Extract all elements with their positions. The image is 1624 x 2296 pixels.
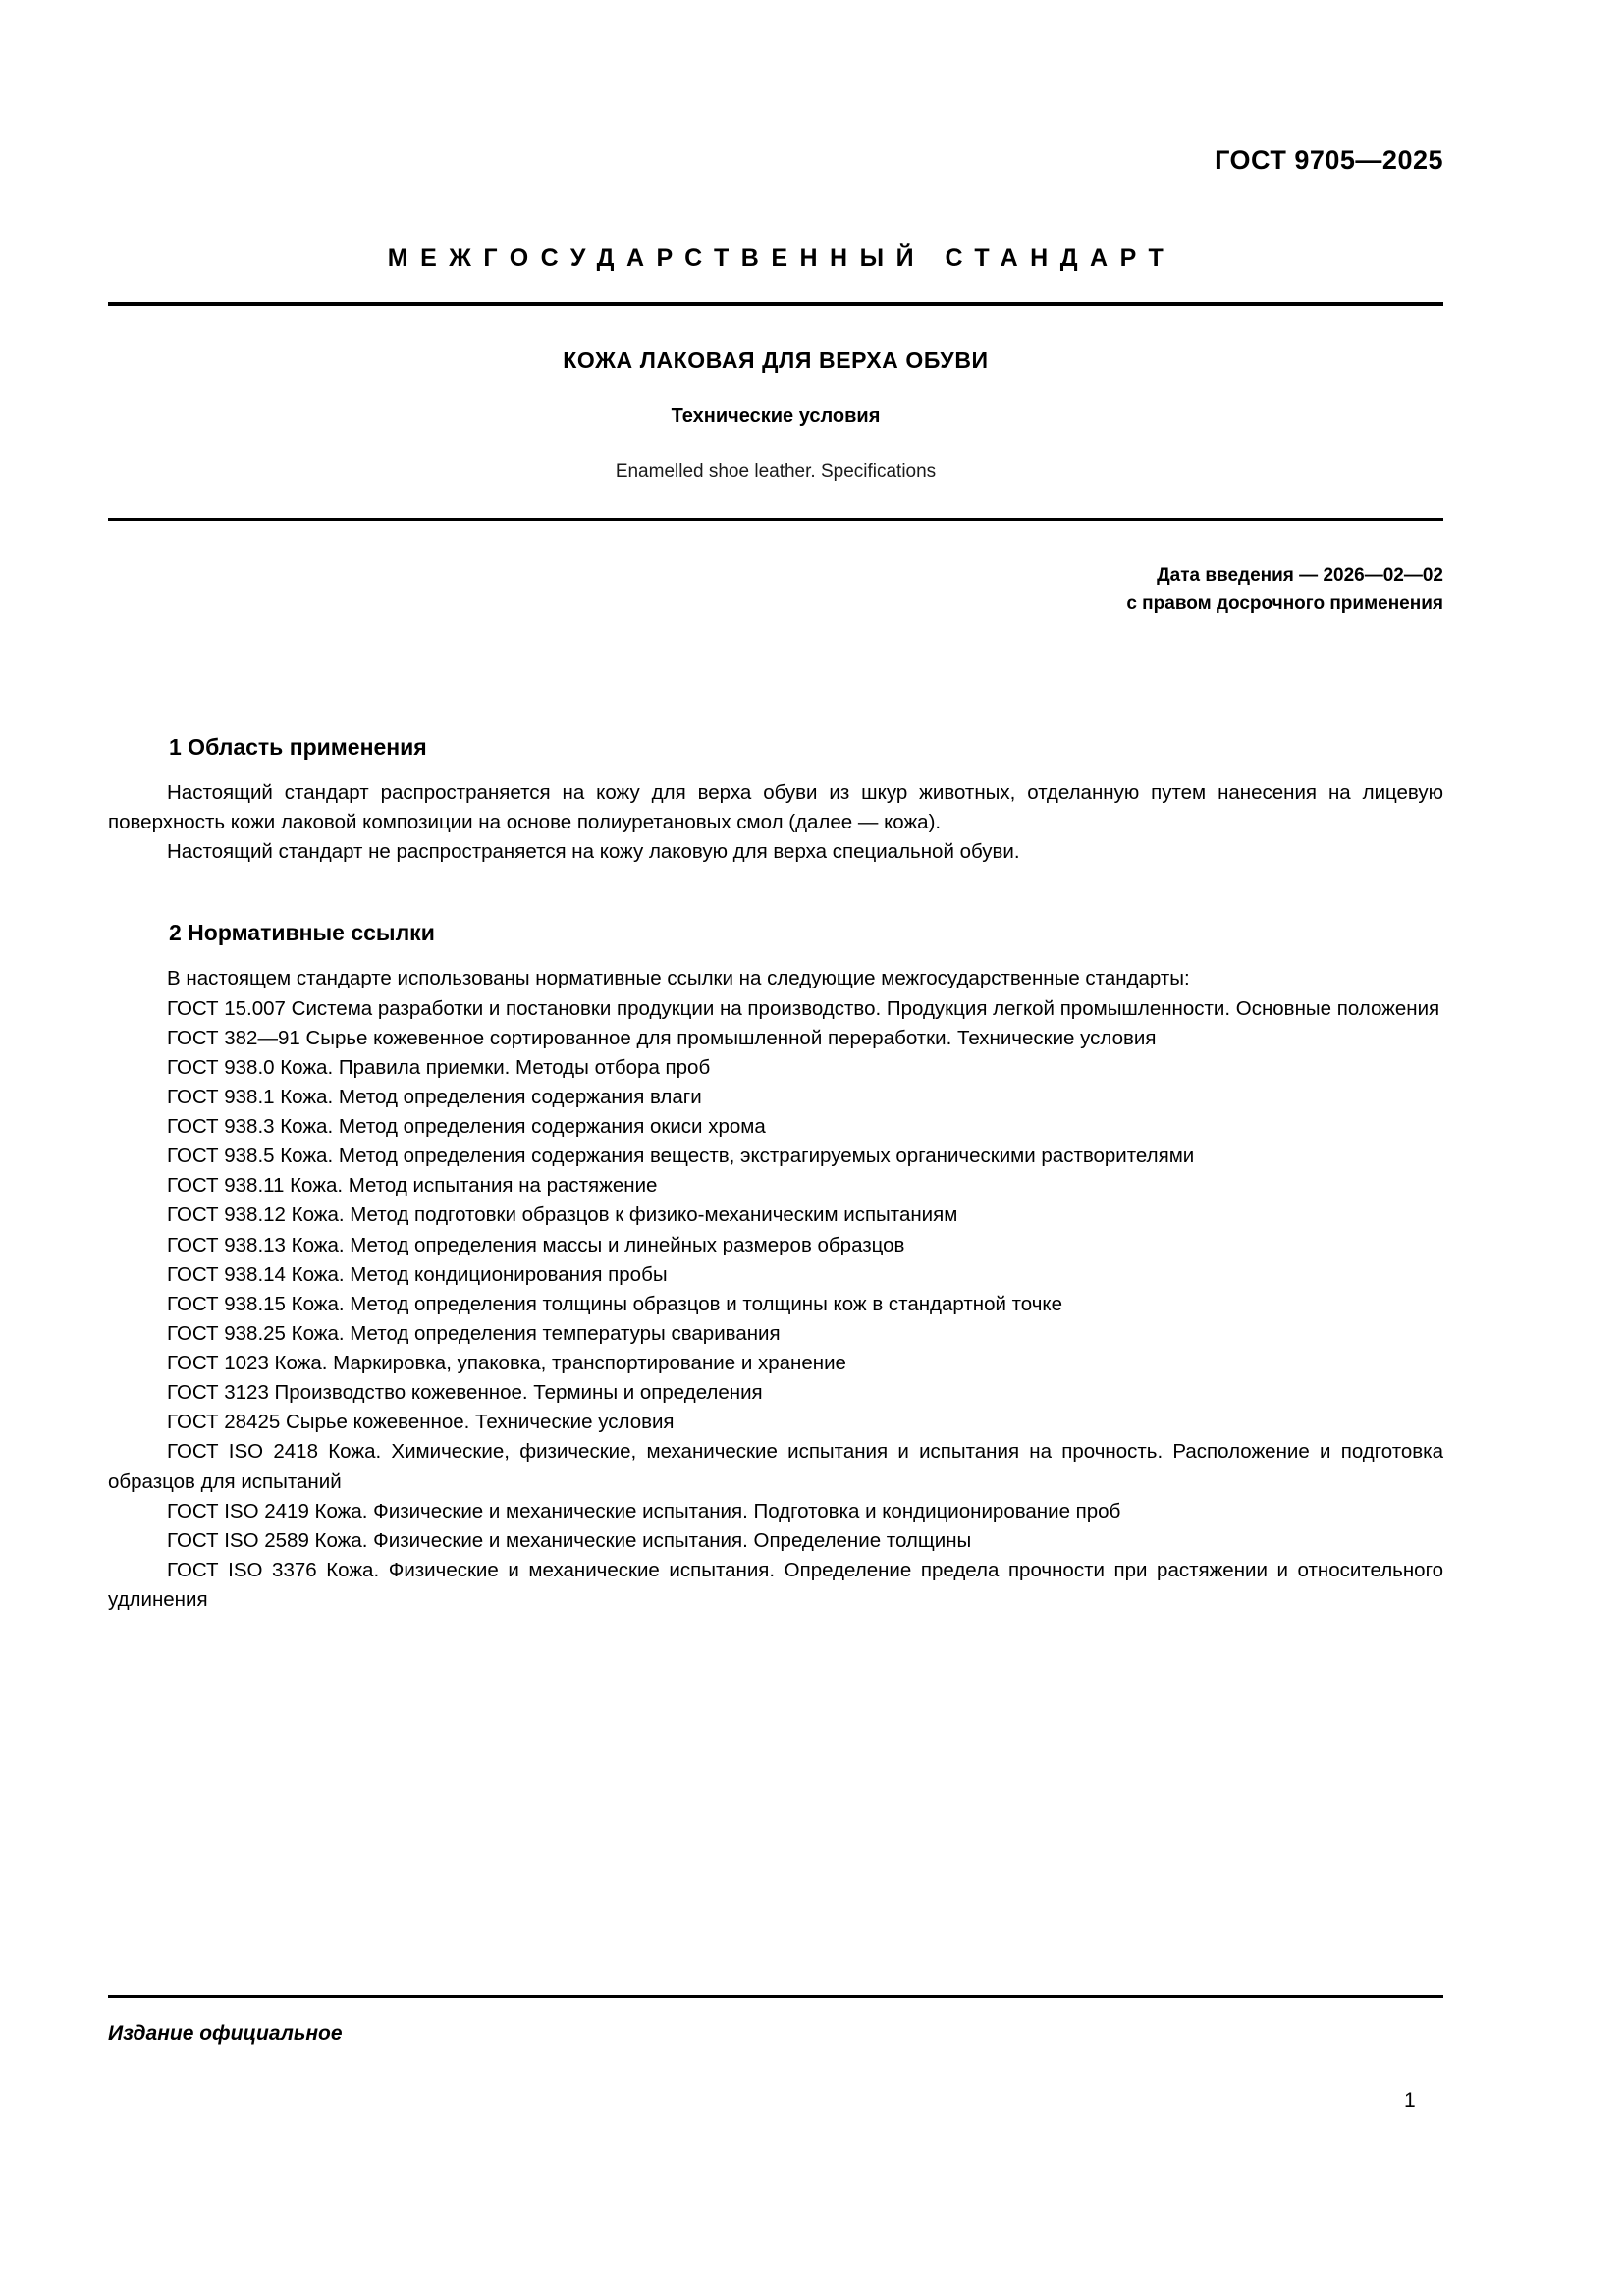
reference-item: ГОСТ 938.1 Кожа. Метод определения содержания влаги (167, 1085, 702, 1108)
document-number: ГОСТ 9705—2025 (1215, 145, 1443, 175)
reference-item: ГОСТ ISO 3376 Кожа. Физические и механические испытания. Определение предела прочности при растяжении и относительного удлинения (108, 1558, 1443, 1612)
reference-item: ГОСТ ISO 2418 Кожа. Химические, физические, механические испытания и испытания на прочность. Расположение и подготовка образцов для испытаний (108, 1440, 1443, 1493)
introduction-date (108, 562, 1443, 616)
section-heading-2: 2 Нормативные ссылки (169, 920, 435, 946)
reference-item: ГОСТ 28425 Сырье кожевенное. Технические условия (167, 1411, 675, 1434)
reference-item: ГОСТ 938.12 Кожа. Метод подготовки образцов к физико-механическим испытаниям (167, 1203, 958, 1227)
page-number: 1 (1404, 2089, 1416, 2111)
reference-item: ГОСТ 938.14 Кожа. Метод кондиционирования пробы (167, 1262, 668, 1286)
section-1-body (108, 778, 1443, 867)
reference-item: ГОСТ 938.5 Кожа. Метод определения содержания веществ, экстрагируемых органическими растворителями (167, 1145, 1195, 1168)
page-title: КОЖА ЛАКОВАЯ ДЛЯ ВЕРХА ОБУВИ (563, 347, 989, 373)
title-block (108, 347, 1443, 483)
divider-top (108, 302, 1443, 306)
reference-item: ГОСТ 15.007 Система разработки и постановки продукции на производство. Продукция легкой промышленности. Основные положения (167, 996, 1440, 1020)
introduction-date-line2: с правом досрочного применения (1126, 592, 1443, 614)
divider-footer (108, 1995, 1443, 1998)
divider-title-bottom (108, 518, 1443, 521)
reference-item: ГОСТ 938.15 Кожа. Метод определения толщины образцов и толщины кож в стандартной точке (167, 1292, 1063, 1315)
official-edition-note: Издание официальное (108, 2022, 343, 2045)
reference-item: ГОСТ 3123 Производство кожевенное. Термины и определения (167, 1381, 763, 1405)
section-1-paragraph-1: Настоящий стандарт распространяется на кожу для верха обуви из шкур животных, отделанную путем нанесения на лицевую поверхность кожи лаковой композиции на основе полиуретановых смол (далее — кожа). (108, 781, 1443, 834)
standard-type-line: МЕЖГОСУДАРСТВЕННЫЙ СТАНДАРТ (387, 244, 1176, 272)
reference-item: ГОСТ ISO 2589 Кожа. Физические и механические испытания. Определение толщины (167, 1528, 972, 1552)
normative-references-list (108, 994, 1443, 1616)
reference-item: ГОСТ 938.0 Кожа. Правила приемки. Методы отбора проб (167, 1055, 711, 1079)
reference-item: ГОСТ 1023 Кожа. Маркировка, упаковка, транспортирование и хранение (167, 1352, 846, 1375)
section-2-intro (108, 964, 1443, 993)
section-heading-1: 1 Область применения (169, 734, 427, 761)
reference-item: ГОСТ 382—91 Сырье кожевенное сортированное для промышленной переработки. Технические условия (167, 1026, 1157, 1049)
page-title-english: Enamelled shoe leather. Specifications (615, 461, 937, 482)
reference-item: ГОСТ 938.25 Кожа. Метод определения температуры сваривания (167, 1321, 781, 1345)
section-1-paragraph-2: Настоящий стандарт не распространяется на кожу лаковую для верха специальной обуви. (167, 840, 1020, 864)
reference-item: ГОСТ 938.13 Кожа. Метод определения массы и линейных размеров образцов (167, 1233, 905, 1256)
reference-item: ГОСТ 938.3 Кожа. Метод определения содержания окиси хрома (167, 1115, 766, 1139)
reference-item: ГОСТ 938.11 Кожа. Метод испытания на растяжение (167, 1174, 658, 1198)
page-content (108, 0, 1443, 1615)
section-2-paragraph-1: В настоящем стандарте использованы нормативные ссылки на следующие межгосударственные стандарты: (167, 967, 1190, 990)
reference-item: ГОСТ ISO 2419 Кожа. Физические и механические испытания. Подготовка и кондиционирование проб (167, 1499, 1121, 1522)
introduction-date-line1: Дата введения — 2026—02—02 (1157, 565, 1443, 586)
page-subtitle: Технические условия (671, 405, 881, 427)
